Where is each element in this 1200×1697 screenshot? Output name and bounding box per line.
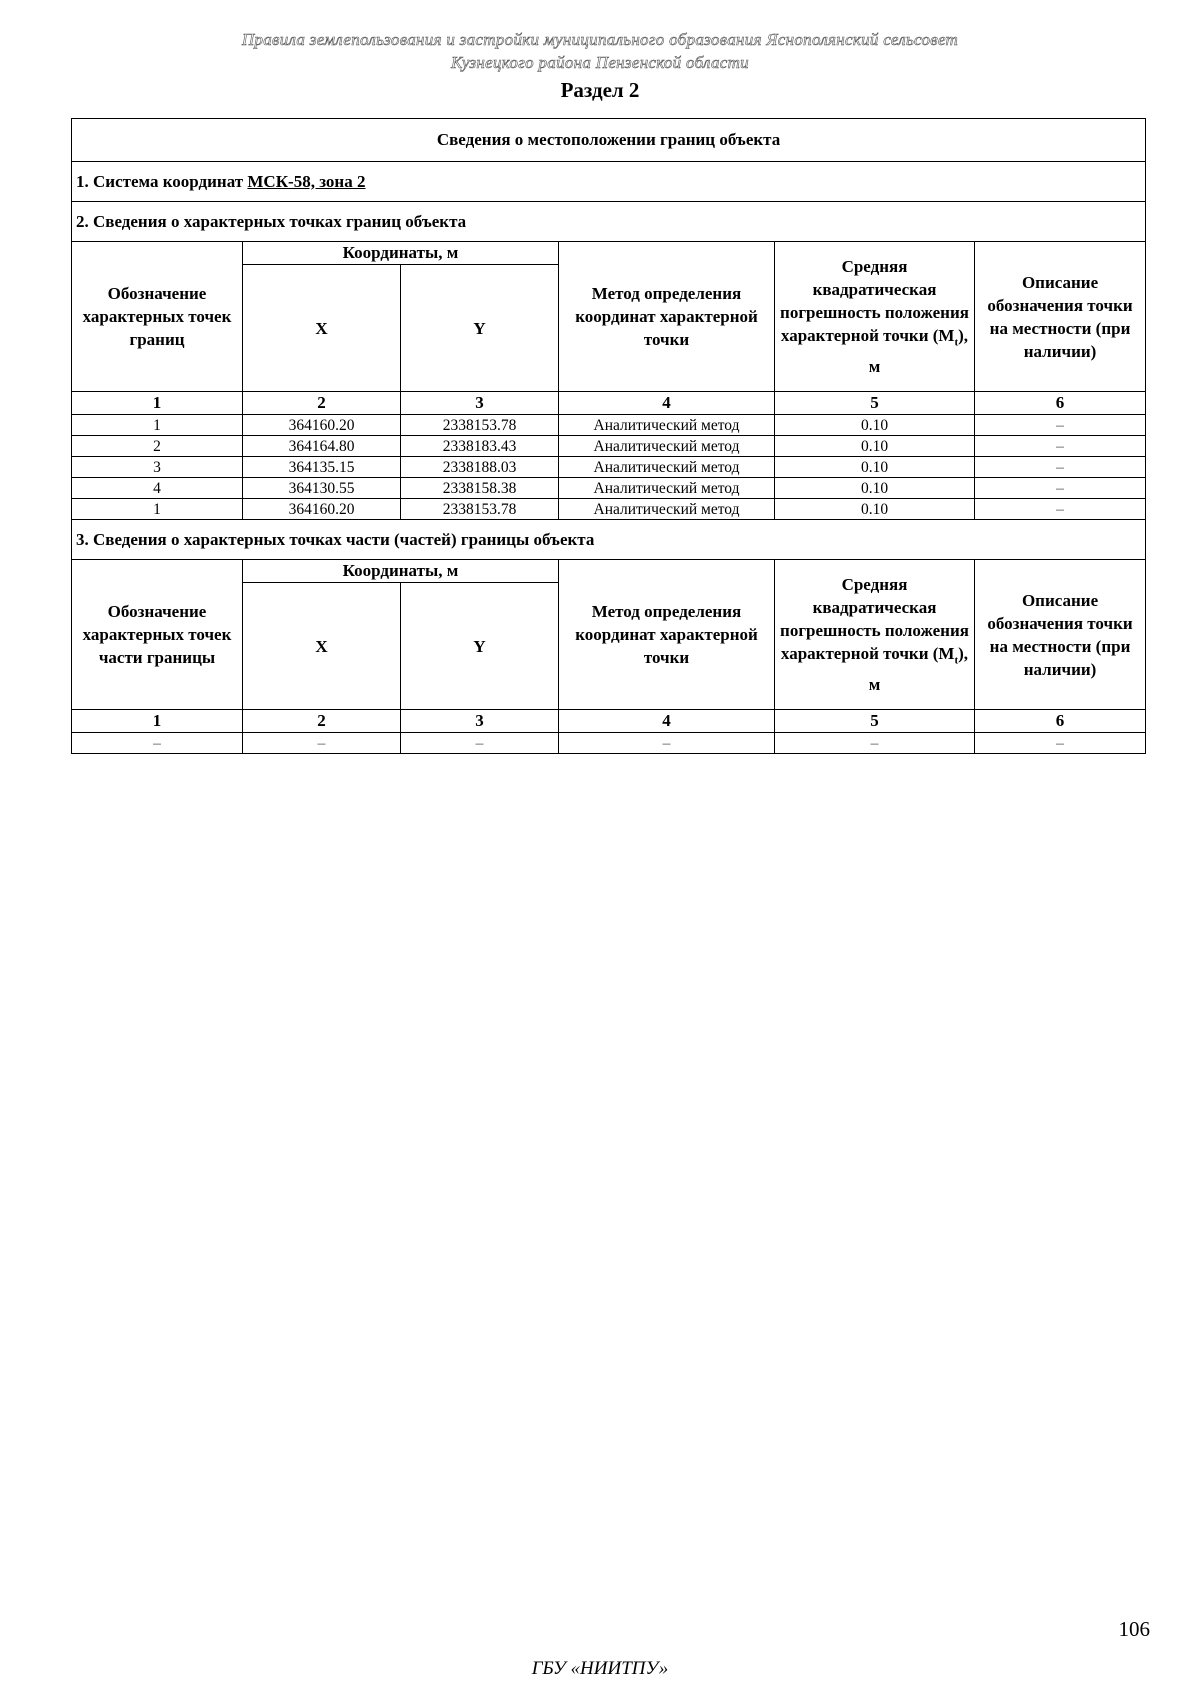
column-number-row <box>72 710 1146 733</box>
column-number: 4 <box>559 392 775 415</box>
point-x: 364130.55 <box>243 478 401 499</box>
point-x: 364164.80 <box>243 436 401 457</box>
point-error: 0.10 <box>775 499 975 520</box>
point-method: Аналитический метод <box>559 478 775 499</box>
point-y: 2338158.38 <box>401 478 559 499</box>
header-error-subscript: t <box>954 336 959 349</box>
column-number: 5 <box>775 710 975 733</box>
table-row <box>72 733 1146 754</box>
column-number: 2 <box>243 392 401 415</box>
table-row <box>72 478 1146 499</box>
point-y: 2338188.03 <box>401 457 559 478</box>
part3-title: 3. Сведения о характерных точках части (частей) границы объекта <box>72 520 1146 560</box>
point-error: 0.10 <box>775 457 975 478</box>
column-number: 2 <box>243 710 401 733</box>
point-number: 4 <box>72 478 243 499</box>
column-number: 6 <box>975 710 1146 733</box>
point-y: 2338183.43 <box>401 436 559 457</box>
header-error-text: Средняя квадратическая погрешность положения характерной точки (M <box>780 575 969 664</box>
column-number: 3 <box>401 710 559 733</box>
header-coords: Координаты, м <box>243 242 559 265</box>
part2-header-row <box>72 242 1146 265</box>
table-row <box>72 457 1146 478</box>
part3-title-row <box>72 520 1146 560</box>
part-points-body <box>72 733 1146 754</box>
table-row <box>72 415 1146 436</box>
point-method: Аналитический метод <box>559 436 775 457</box>
header-error-tail: ), м <box>868 326 969 376</box>
point-method: Аналитический метод <box>559 499 775 520</box>
point-x: 364135.15 <box>243 457 401 478</box>
boundary-table <box>71 118 1146 754</box>
header-x: X <box>243 265 401 392</box>
part2-title-row <box>72 202 1146 242</box>
column-number: 5 <box>775 392 975 415</box>
column-number: 4 <box>559 710 775 733</box>
column-number: 1 <box>72 710 243 733</box>
point-y: 2338153.78 <box>401 415 559 436</box>
header-description: Описание обозначения точки на местности (при наличии) <box>975 560 1146 710</box>
header-error <box>775 560 975 710</box>
column-number-row <box>72 392 1146 415</box>
point-x: 364160.20 <box>243 415 401 436</box>
column-number: 1 <box>72 392 243 415</box>
running-header-line-2: Кузнецкого района Пензенской области <box>451 53 749 72</box>
header-method: Метод определения координат характерной точки <box>559 242 775 392</box>
header-coords: Координаты, м <box>243 560 559 583</box>
point-x: 364160.20 <box>243 499 401 520</box>
point-number: 3 <box>72 457 243 478</box>
point-error: 0.10 <box>775 478 975 499</box>
point-number: 1 <box>72 499 243 520</box>
header-error-text: Средняя квадратическая погрешность положения характерной точки (M <box>780 257 969 346</box>
header-designation: Обозначение характерных точек границ <box>72 242 243 392</box>
point-description: – <box>975 733 1146 754</box>
column-number: 3 <box>401 392 559 415</box>
point-description: – <box>975 499 1146 520</box>
section-title: Раздел 2 <box>560 78 640 102</box>
point-description: – <box>975 436 1146 457</box>
point-number: – <box>72 733 243 754</box>
table-row <box>72 436 1146 457</box>
header-y: Y <box>401 583 559 710</box>
point-y: 2338153.78 <box>401 499 559 520</box>
coord-system-value: МСК-58, зона 2 <box>247 171 366 191</box>
header-description: Описание обозначения точки на местности (при наличии) <box>975 242 1146 392</box>
header-designation-part: Обозначение характерных точек части границы <box>72 560 243 710</box>
point-method: Аналитический метод <box>559 457 775 478</box>
header-error-subscript: t <box>954 654 959 667</box>
coord-system-label: 1. Система координат <box>76 171 248 191</box>
coord-system-cell <box>72 162 1146 202</box>
table-title: Сведения о местоположении границ объекта <box>72 119 1146 162</box>
point-error: 0.10 <box>775 436 975 457</box>
running-header-line-1: Правила землепользования и застройки муниципального образования Яснополянский сельсовет <box>241 30 959 49</box>
point-method: Аналитический метод <box>559 415 775 436</box>
coord-system-row <box>72 162 1146 202</box>
points-body <box>72 415 1146 520</box>
header-y: Y <box>401 265 559 392</box>
point-method: – <box>559 733 775 754</box>
table-row <box>72 499 1146 520</box>
point-description: – <box>975 478 1146 499</box>
part2-title: 2. Сведения о характерных точках границ объекта <box>72 202 1146 242</box>
point-description: – <box>975 415 1146 436</box>
footer-organization: ГБУ «НИИТПУ» <box>531 1658 669 1679</box>
point-y: – <box>401 733 559 754</box>
part3-header-row <box>72 560 1146 583</box>
point-x: – <box>243 733 401 754</box>
point-error: 0.10 <box>775 415 975 436</box>
point-description: – <box>975 457 1146 478</box>
table-title-row <box>72 119 1146 162</box>
header-error-tail: ), м <box>868 644 969 694</box>
page-number: 106 <box>1118 1617 1150 1641</box>
point-number: 1 <box>72 415 243 436</box>
header-x: X <box>243 583 401 710</box>
point-error: – <box>775 733 975 754</box>
point-number: 2 <box>72 436 243 457</box>
header-method: Метод определения координат характерной точки <box>559 560 775 710</box>
header-error <box>775 242 975 392</box>
column-number: 6 <box>975 392 1146 415</box>
